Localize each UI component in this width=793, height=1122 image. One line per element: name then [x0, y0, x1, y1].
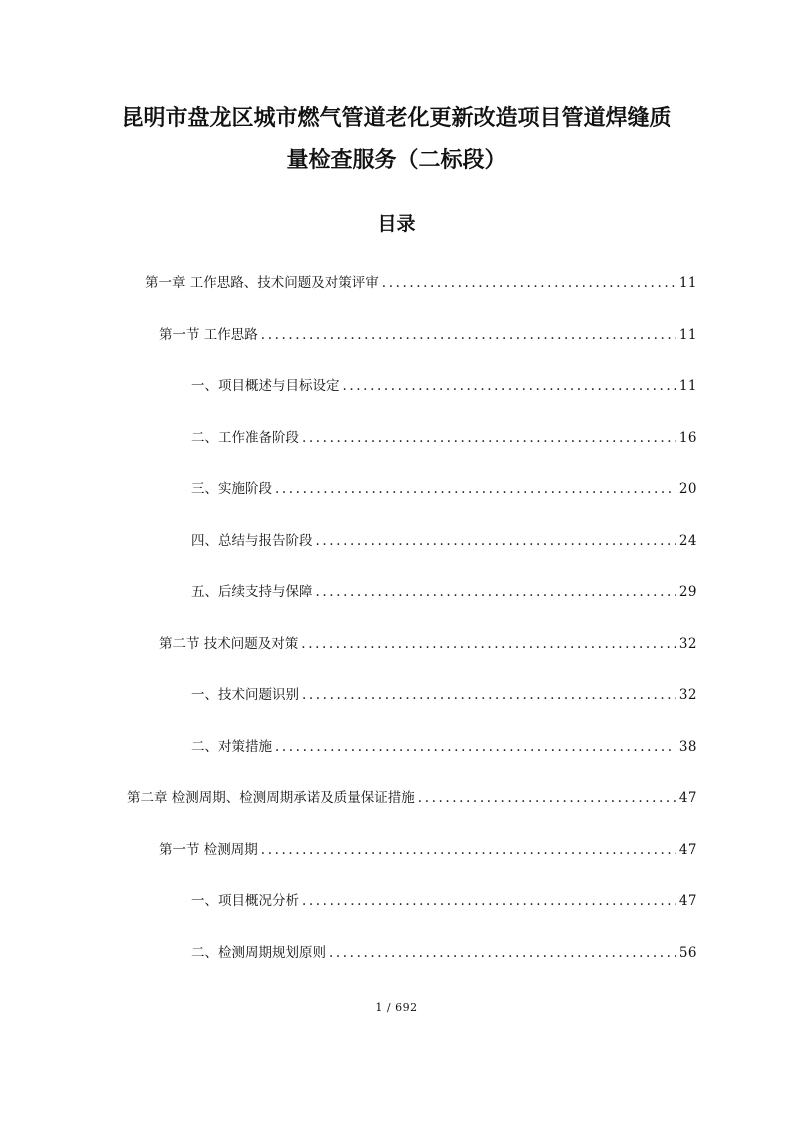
toc-entry-page-number: 32 — [678, 687, 697, 703]
toc-entry-page-number: 29 — [678, 584, 697, 600]
toc-entry-page-number: 20 — [678, 481, 697, 497]
toc-entry-page-number: 24 — [678, 533, 697, 549]
toc-entry-page-number: 56 — [678, 945, 697, 961]
document-title-line-1: 昆明市盘龙区城市燃气管道老化更新改造项目管道焊缝质 — [121, 106, 672, 131]
toc-entry-page-number: 11 — [678, 327, 697, 343]
toc-entry-page-number: 38 — [678, 739, 697, 755]
toc-entry-page-number: 32 — [678, 636, 697, 652]
toc-entry[interactable] — [191, 891, 697, 911]
toc-entry[interactable] — [191, 479, 697, 499]
toc-entry-page-number: 11 — [678, 275, 697, 291]
toc-entry-label: 一、项目概况分析 — [191, 893, 299, 909]
document-title-line-2: 量检查服务（二标段） — [286, 148, 507, 173]
toc-dot-leader — [302, 685, 676, 705]
toc-dot-leader — [382, 273, 676, 293]
toc-entry-label: 一、技术问题识别 — [191, 687, 299, 703]
toc-entry-label: 五、后续支持与保障 — [191, 584, 313, 600]
toc-dot-leader — [418, 788, 676, 808]
toc-entry-label: 第一节 工作思路 — [159, 327, 258, 343]
toc-entry-page-number: 16 — [678, 430, 697, 446]
toc-entry-label: 二、对策措施 — [191, 739, 272, 755]
toc-dot-leader — [316, 582, 676, 602]
toc-entry[interactable] — [159, 634, 697, 654]
toc-dot-leader — [343, 376, 676, 396]
toc-entry[interactable] — [159, 325, 697, 345]
toc-entry-label: 第二章 检测周期、检测周期承诺及质量保证措施 — [127, 790, 415, 806]
toc-entry-label: 四、总结与报告阶段 — [191, 533, 313, 549]
toc-entry-label: 第二节 技术问题及对策 — [159, 636, 299, 652]
toc-entry-page-number: 47 — [678, 893, 697, 909]
toc-entry-label: 二、工作准备阶段 — [191, 430, 299, 446]
toc-entry-page-number: 47 — [678, 842, 697, 858]
toc-entry[interactable] — [191, 376, 697, 396]
toc-dot-leader — [275, 737, 676, 757]
toc-dot-leader — [302, 428, 676, 448]
toc-entry-label: 二、检测周期规划原则 — [191, 945, 326, 961]
toc-entry[interactable] — [191, 428, 697, 448]
toc-entry[interactable] — [191, 582, 697, 602]
toc-entry[interactable] — [191, 531, 697, 551]
toc-entry[interactable] — [191, 685, 697, 705]
toc-entry[interactable] — [191, 943, 697, 963]
toc-entry-label: 三、实施阶段 — [191, 481, 272, 497]
toc-entry[interactable] — [159, 840, 697, 860]
toc-dot-leader — [302, 891, 676, 911]
toc-dot-leader — [261, 840, 676, 860]
toc-entry-page-number: 11 — [678, 378, 697, 394]
toc-entry-page-number: 47 — [678, 790, 697, 806]
toc-dot-leader — [261, 325, 676, 345]
toc-heading: 目录 — [377, 213, 416, 235]
toc-entry-label: 第一节 检测周期 — [159, 842, 258, 858]
toc-entry[interactable] — [191, 737, 697, 757]
toc-entry[interactable] — [145, 273, 697, 293]
toc-entry[interactable] — [127, 788, 697, 808]
toc-entry-label: 一、项目概述与目标设定 — [191, 378, 340, 394]
toc-dot-leader — [301, 634, 676, 654]
page-number: 1 / 692 — [375, 1001, 418, 1014]
toc-dot-leader — [275, 479, 676, 499]
toc-dot-leader — [329, 943, 676, 963]
toc-dot-leader — [316, 531, 676, 551]
toc-entry-label: 第一章 工作思路、技术问题及对策评审 — [145, 275, 379, 291]
